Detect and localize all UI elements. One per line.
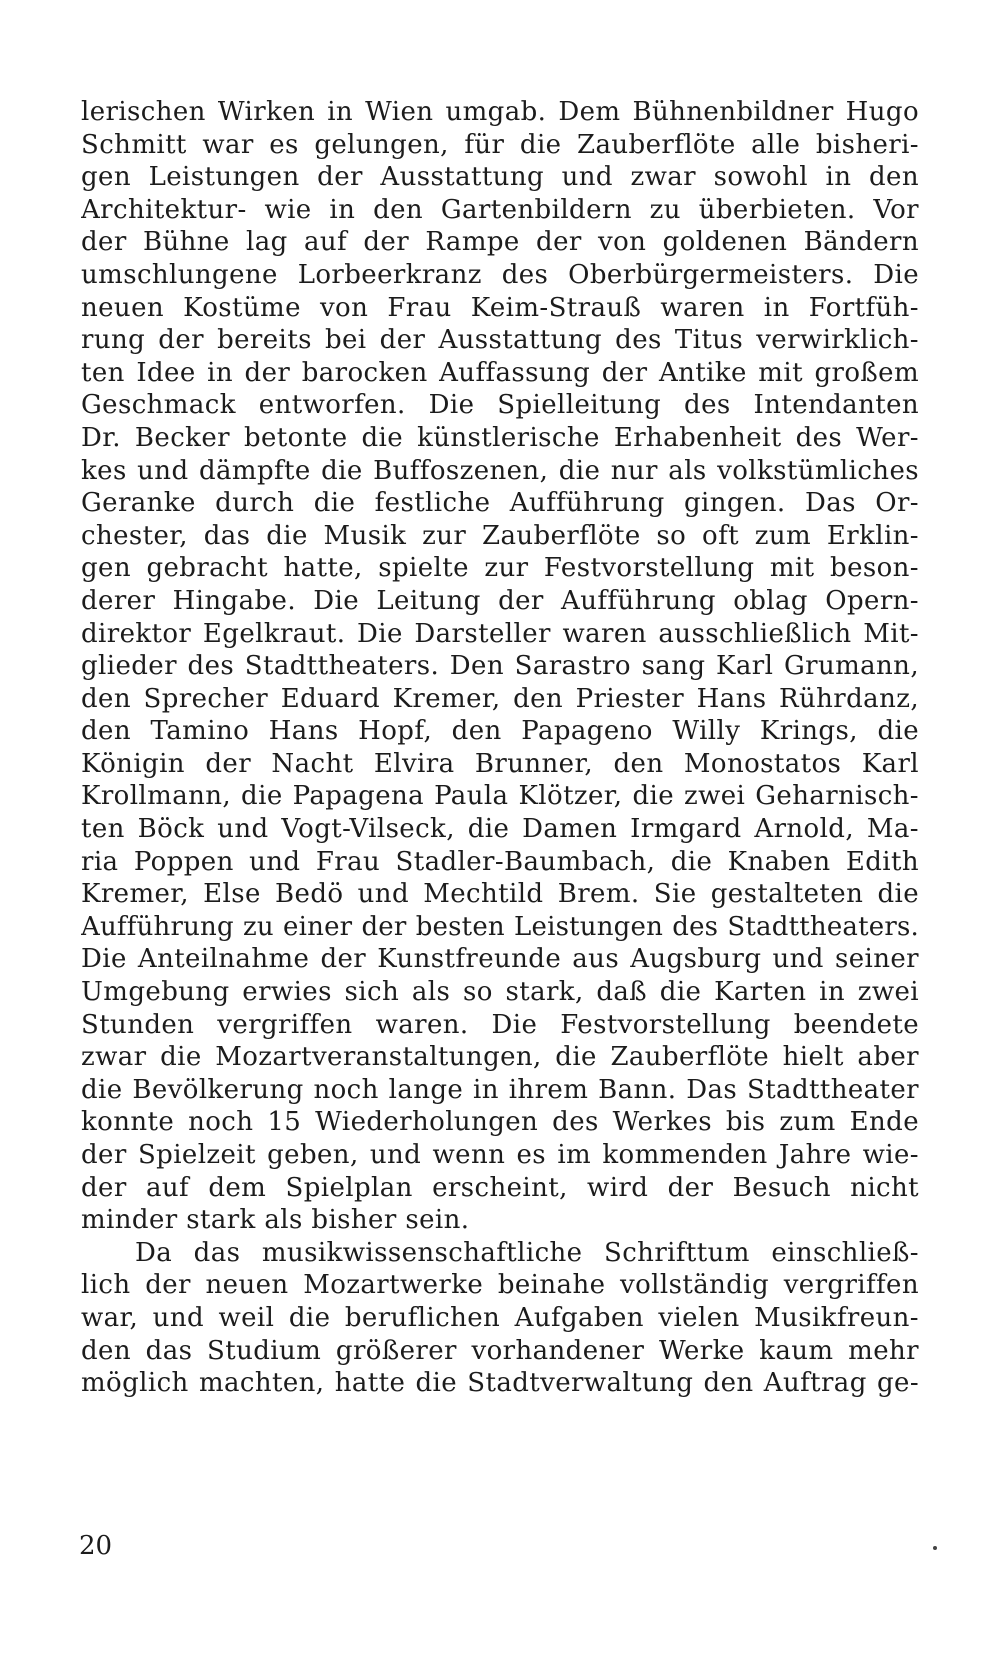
text-line: Stunden vergriffen waren. Die Festvorstellung beendete [81, 1009, 919, 1040]
body-text [81, 96, 919, 1400]
text-line: den Sprecher Eduard Kremer, den Priester Hans Rührdanz, [81, 683, 919, 714]
text-line: der auf dem Spielplan erscheint, wird der Besuch nicht [81, 1172, 919, 1203]
text-line: ria Poppen und Frau Stadler-Baumbach, die Knaben Edith [81, 846, 919, 877]
text-line: der Bühne lag auf der Rampe der von goldenen Bändern [81, 227, 919, 258]
text-line: die Bevölkerung noch lange in ihrem Bann. Das Stadttheater [81, 1074, 919, 1105]
text-line: zwar die Mozartveranstaltungen, die Zauberflöte hielt aber [81, 1042, 919, 1073]
text-line: möglich machten, hatte die Stadtverwaltung den Auftrag ge- [81, 1368, 919, 1399]
text-line: Da das musikwissenschaftliche Schrifttum einschließ- [135, 1237, 919, 1268]
text-line: glieder des Stadttheaters. Den Sarastro sang Karl Grumann, [81, 651, 919, 682]
text-line: rung der bereits bei der Ausstattung des Titus verwirklich- [81, 325, 919, 356]
text-line: Kremer, Else Bedö und Mechtild Brem. Sie gestalteten die [81, 879, 919, 910]
text-line: Umgebung erwies sich als so stark, daß die Karten in zwei [81, 977, 919, 1008]
text-line: ten Idee in der barocken Auffassung der Antike mit großem [81, 357, 919, 388]
text-line: Schmitt war es gelungen, für die Zauberflöte alle bisheri- [81, 129, 919, 160]
text-line: den Tamino Hans Hopf, den Papageno Willy Krings, die [81, 716, 919, 747]
text-line: Geschmack entworfen. Die Spielleitung des Intendanten [81, 390, 919, 421]
text-line: den das Studium größerer vorhandener Werke kaum mehr [81, 1335, 919, 1366]
text-line: der Spielzeit geben, und wenn es im kommenden Jahre wie- [81, 1140, 919, 1170]
paragraph-1 [81, 96, 919, 1237]
paragraph-2 [81, 1237, 919, 1400]
text-line: Krollmann, die Papagena Paula Klötzer, die zwei Geharnisch- [81, 781, 919, 812]
text-line: chester, das die Musik zur Zauberflöte so oft zum Erklin- [81, 520, 919, 551]
text-line: lich der neuen Mozartwerke beinahe vollständig vergriffen [81, 1270, 919, 1301]
text-line: Dr. Becker betonte die künstlerische Erhabenheit des Wer- [81, 422, 919, 453]
text-line: gen gebracht hatte, spielte zur Festvorstellung mit beson- [81, 553, 919, 584]
text-line: kes und dämpfte die Buffoszenen, die nur als volkstümliches [81, 455, 919, 486]
text-line: Architektur- wie in den Gartenbildern zu überbieten. Vor [81, 194, 919, 225]
text-line: Königin der Nacht Elvira Brunner, den Monostatos Karl [81, 748, 919, 779]
text-line: neuen Kostüme von Frau Keim-Strauß waren in Fortfüh- [81, 292, 919, 323]
text-line: minder stark als bisher sein. [81, 1205, 470, 1236]
text-line: umschlungene Lorbeerkranz des Oberbürgermeisters. Die [81, 259, 919, 290]
text-line: lerischen Wirken in Wien umgab. Dem Bühnenbildner Hugo [81, 97, 919, 127]
text-line: Die Anteilnahme der Kunstfreunde aus Augsburg und seiner [81, 944, 919, 975]
page-number: 20 [79, 1531, 113, 1561]
scan-speck [933, 1546, 937, 1550]
text-line: direktor Egelkraut. Die Darsteller waren ausschließlich Mit- [81, 618, 919, 649]
text-line: war, und weil die beruflichen Aufgaben vielen Musikfreun- [81, 1302, 919, 1333]
text-line: Aufführung zu einer der besten Leistungen des Stadttheaters. [81, 911, 919, 942]
text-line: Geranke durch die festliche Aufführung gingen. Das Or- [81, 488, 919, 519]
text-line: derer Hingabe. Die Leitung der Aufführung oblag Opern- [81, 585, 919, 616]
text-line: ten Böck und Vogt-Vilseck, die Damen Irmgard Arnold, Ma- [81, 814, 919, 845]
text-line: gen Leistungen der Ausstattung und zwar sowohl in den [81, 162, 919, 193]
text-line: konnte noch 15 Wiederholungen des Werkes bis zum Ende [81, 1107, 919, 1138]
